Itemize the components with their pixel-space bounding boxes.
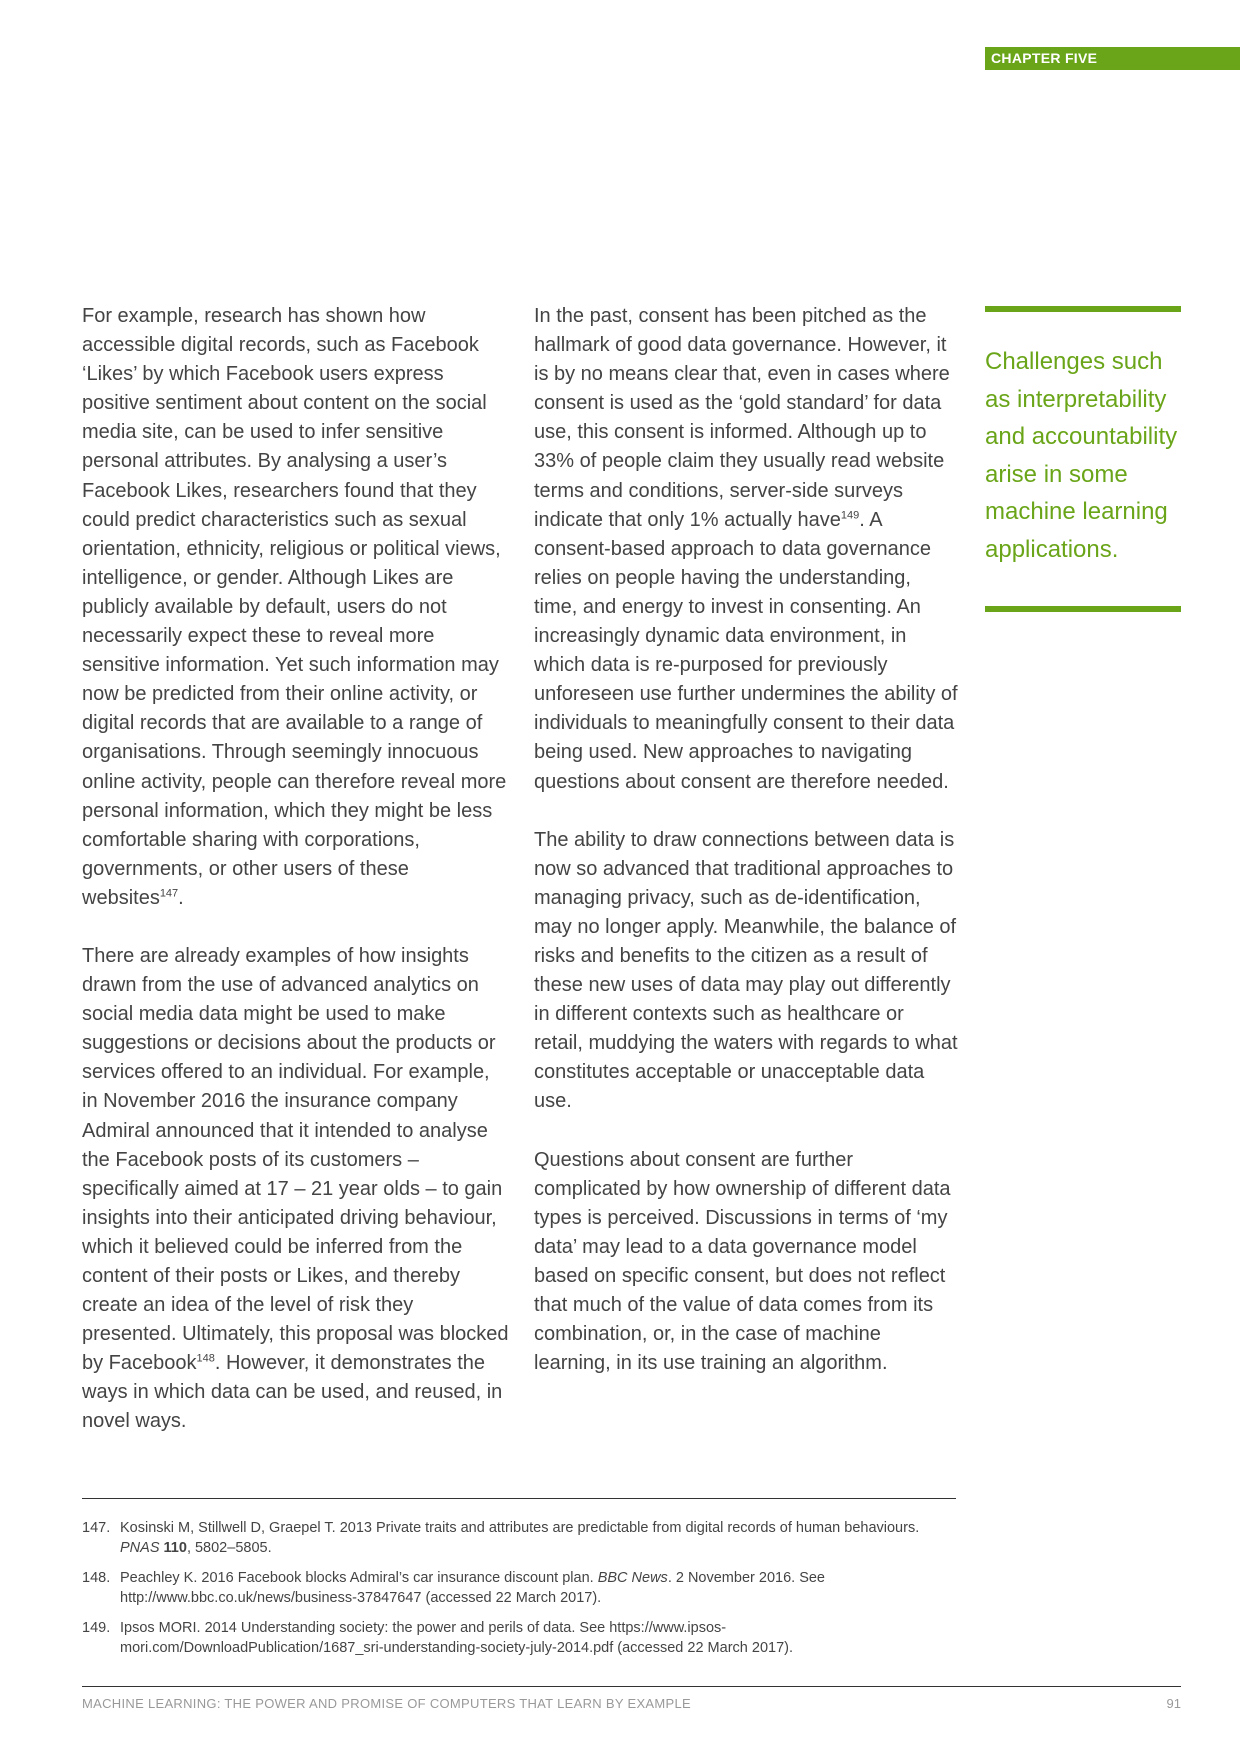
footer-title: MACHINE LEARNING: THE POWER AND PROMISE OF COMPUTERS THAT LEARN BY EXAMPLE <box>82 1696 691 1711</box>
left-column <box>82 302 510 1466</box>
footnote-ref-149[interactable]: 149 <box>840 509 860 521</box>
pullquote-bottom-rule <box>985 606 1181 612</box>
footnote-text: Ipsos MORI. 2014 Understanding society: the power and perils of data. See https://www.ipsos-mori.com/DownloadPublication/1687_sri-understanding-society-july-2014.pdf (accessed 22 March 2017). <box>120 1620 793 1656</box>
footnote-ref-147[interactable]: 147 <box>159 887 179 900</box>
footnote-number: 148. <box>82 1570 111 1586</box>
footnote-147 <box>82 1518 956 1558</box>
page-number: 91 <box>1166 1696 1181 1711</box>
footnote-text: Kosinski M, Stillwell D, Graepel T. 2013 Private traits and attributes are predictable from digital records of human behaviours. PNAS 110, 5802–5805. <box>120 1520 920 1556</box>
footnote-ref-148[interactable]: 148 <box>196 1352 215 1365</box>
right-paragraph-3: Questions about consent are further complicated by how ownership of different data types is perceived. Discussions in terms of ‘my data’ may lead to a data governance model based on specific consent, but does not reflect that much of the value of data comes from its combination, or, in the case of machine learning, in its use training an algorithm. <box>534 1148 951 1375</box>
footnote-number: 149. <box>82 1620 111 1636</box>
pullquote-top-rule <box>985 306 1181 312</box>
left-paragraph-2: There are already examples of how insights drawn from the use of advanced analytics on social media data might be used to make suggestions or decisions about the products or services offered to an individual. For example, in November 2016 the insurance company Admiral announced that it intended to analyse the Facebook posts of its customers – specifically aimed at 17 – 21 year olds – to gain insights into their anticipated driving behaviour, which it believed could be inferred from the content of their posts or Likes, and thereby create an idea of the level of risk they presented. Ultimately, this proposal was blocked by Facebook$^{148}$. However, it demonstrates the ways in which data can be used, and reused, in novel ways. <box>82 944 509 1433</box>
footnote-divider <box>82 1498 956 1499</box>
right-paragraph-1: In the past, consent has been pitched as the hallmark of good data governance. However, it is by no means clear that, even in cases where consent is used as the ‘gold standard’ for data use, this consent is informed. Although up to 33% of people claim they usually read website terms and conditions, server-side surveys indicate that only 1% actually have$^{149}$. A consent-based approach to data governance relies on people having the understanding, time, and energy to invest in consenting. An increasingly dynamic data environment, in which data is re-purposed for previously unforeseen use further undermines the ability of individuals to meaningfully consent to their data being used. New approaches to navigating questions about consent are therefore needed. <box>534 305 958 793</box>
pullquote: Challenges such as interpretability and accountability arise in some machine learning applications. <box>985 348 1178 563</box>
right-paragraph-2: The ability to draw connections between data is now so advanced that traditional approaches to managing privacy, such as de-identification, may no longer apply. Meanwhile, the balance of risks and benefits to the citizen as a result of these new uses of data may play out differently in different contexts such as healthcare or retail, muddying the waters with regards to what constitutes acceptable or unacceptable data use. <box>534 828 958 1113</box>
footnote-text: Peachley K. 2016 Facebook blocks Admiral’s car insurance discount plan. BBC News. 2 November 2016. See http://www.bbc.co.uk/news/business-37847647 (accessed 22 March 2017). <box>120 1570 825 1606</box>
footnote-number: 147. <box>82 1520 111 1536</box>
chapter-label: CHAPTER FIVE <box>985 47 1240 70</box>
footnote-148 <box>82 1568 956 1608</box>
footnotes <box>82 1518 956 1668</box>
right-column <box>534 302 958 1407</box>
footer-divider <box>82 1686 1181 1687</box>
footnote-149 <box>82 1618 956 1658</box>
left-paragraph-1: For example, research has shown how accessible digital records, such as Facebook ‘Likes’ by which Facebook users express positive sentiment about content on the social media site, can be used to infer sensitive personal attributes. By analysing a user’s Facebook Likes, researchers found that they could predict characteristics such as sexual orientation, ethnicity, religious or political views, intelligence, or gender. Although Likes are publicly available by default, users do not necessarily expect these to reveal more sensitive information. Yet such information may now be predicted from their online activity, or digital records that are available to a range of organisations. Through seemingly innocuous online activity, people can therefore reveal more personal information, which they might be less comfortable sharing with corporations, governments, or other users of these websites$^{147}$. <box>82 305 507 909</box>
